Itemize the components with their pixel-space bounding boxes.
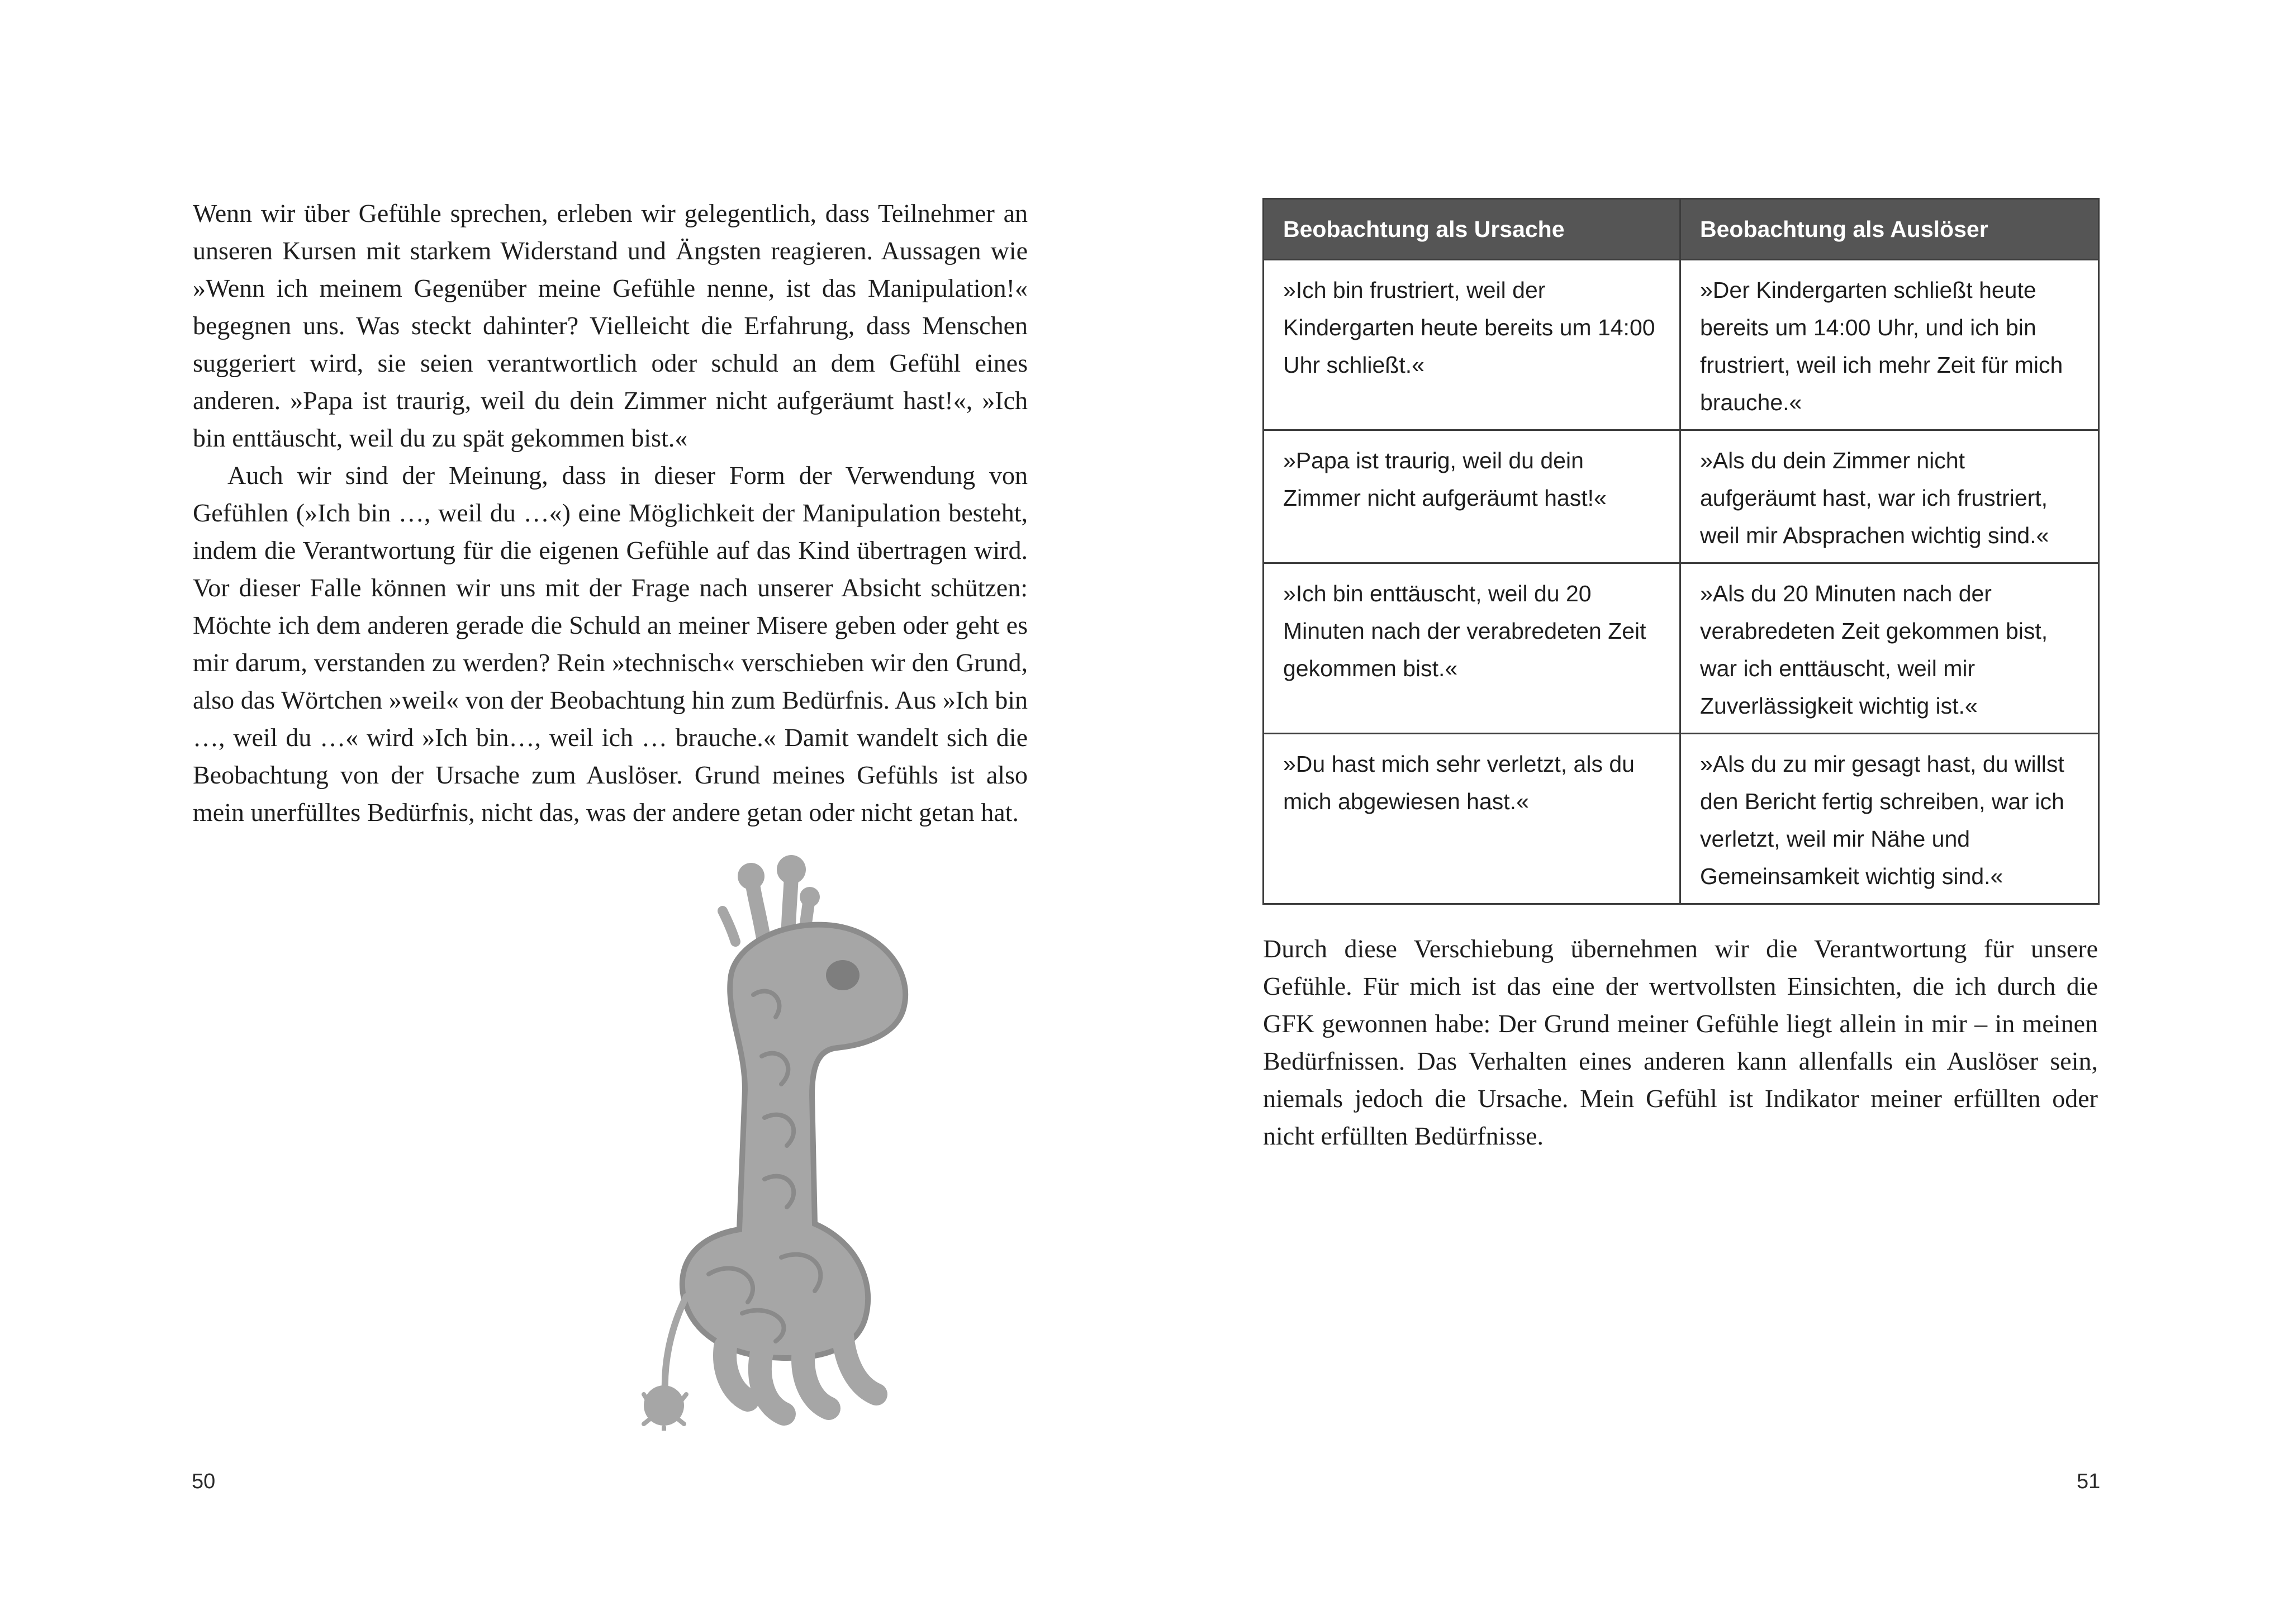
left-page-text <box>193 194 1028 831</box>
column-header-cause: Beobachtung als Ursache <box>1264 199 1680 260</box>
table-cell: »Ich bin enttäuscht, weil du 20 Minuten nach der verabredeten Zeit gekommen bist.« <box>1264 563 1680 734</box>
paragraph: Durch diese Verschiebung übernehmen wir die Verantwortung für unsere Gefühle. Für mich ist das eine der wertvollsten Einsichten, die ich durch die GFK gewonnen habe: Der Grund meiner Gefühle liegt allein in mir – in meinen Bedürfnissen. Das Verhalten eines anderen kann allenfalls ein Auslöser sein, niemals jedoch die Ursache. Mein Gefühl ist Indikator meiner erfüllten oder nicht erfüllten Bedürfnisse. <box>1263 934 2098 1150</box>
table-row <box>1264 260 2099 430</box>
page-number: 51 <box>2077 1470 2101 1493</box>
right-page <box>1142 0 2284 1624</box>
paragraph: Wenn wir über Gefühle sprechen, erleben wir gelegentlich, dass Teilnehmer an unseren Kursen mit starkem Widerstand und Ängsten reagieren. Aussagen wie »Wenn ich meinem Gegenüber meine Gefühle nenne, ist das Manipulation!« begegnen uns. Was steckt dahinter? Vielleicht die Erfahrung, dass Menschen suggeriert wird, sie seien verantwortlich oder schuld an dem Gefühl eines anderen. »Papa ist traurig, weil du dein Zimmer nicht aufgeräumt hast!«, »Ich bin enttäuscht, weil du zu spät gekommen bist.« <box>193 199 1028 452</box>
table-cell: »Ich bin frustriert, weil der Kindergarten heute bereits um 14:00 Uhr schließt.« <box>1264 260 1680 430</box>
table-cell: »Der Kindergarten schließt heute bereits um 14:00 Uhr, und ich bin frustriert, weil ich mehr Zeit für mich brauche.« <box>1680 260 2099 430</box>
right-page-text <box>1263 930 2098 1155</box>
comparison-table <box>1262 198 2100 905</box>
table-cell: »Du hast mich sehr verletzt, als du mich abgewiesen hast.« <box>1264 734 1680 904</box>
table-row <box>1264 563 2099 734</box>
page-number: 50 <box>192 1470 216 1493</box>
paragraph: Auch wir sind der Meinung, dass in dieser Form der Verwendung von Gefühlen (»Ich bin …, weil du …«) eine Möglichkeit der Manipulation besteht, indem die Verantwortung für die eigenen Gefühle auf das Kind übertragen wird. Vor dieser Falle können wir uns mit der Frage nach unserer Absicht schützen: Möchte ich dem anderen gerade die Schuld an meiner Misere geben oder geht es mir darum, verstanden zu werden? Rein »technisch« verschieben wir den Grund, also das Wörtchen »weil« von der Beobachtung hin zum Bedürfnis. Aus »Ich bin …, weil du …« wird »Ich bin…, weil ich … brauche.« Damit wandelt sich die Beobachtung von der Ursache zum Auslöser. Grund meines Gefühls ist also mein unerfülltes Bedürfnis, nicht das, was der andere getan oder nicht getan hat. <box>193 461 1028 827</box>
table-cell: »Papa ist traurig, weil du dein Zimmer nicht aufgeräumt hast!« <box>1264 430 1680 563</box>
column-header-trigger: Beobachtung als Auslöser <box>1680 199 2099 260</box>
table-cell: »Als du zu mir gesagt hast, du willst den Bericht fertig schreiben, war ich verletzt, weil mir Nähe und Gemeinsamkeit wichtig sind.« <box>1680 734 2099 904</box>
table-cell: »Als du 20 Minuten nach der verabredeten Zeit gekommen bist, war ich enttäuscht, weil mir Zuverlässigkeit wichtig ist.« <box>1680 563 2099 734</box>
giraffe-drawing <box>642 855 982 1431</box>
table-row <box>1264 430 2099 563</box>
table-row <box>1264 734 2099 904</box>
table-header-row <box>1264 199 2099 260</box>
table-cell: »Als du dein Zimmer nicht aufgeräumt hast, war ich frustriert, weil mir Absprachen wichtig sind.« <box>1680 430 2099 563</box>
